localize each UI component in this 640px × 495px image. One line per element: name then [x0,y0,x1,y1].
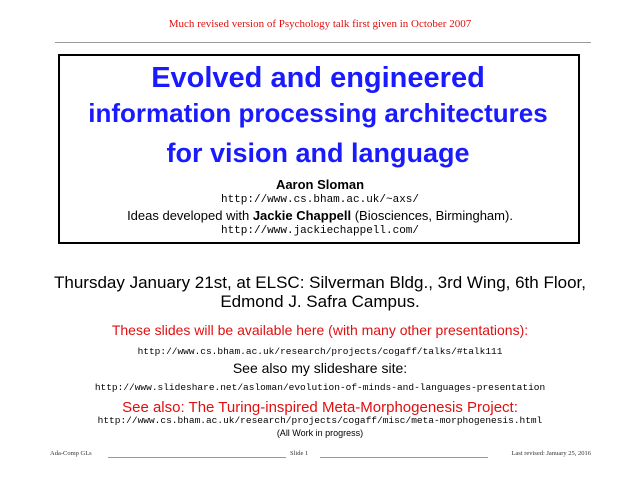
author-url-link[interactable]: http://www.cs.bham.ac.uk/~axs/ [220,194,420,206]
slides-note: These slides will be available here (with many other presentations): [111,322,529,338]
ideas-suffix: (Biosciences, Birmingham). [351,208,513,223]
collaborator-url-link[interactable]: http://www.jackiechappell.com/ [220,225,420,237]
author-name: Aaron Sloman [275,177,365,192]
slides-url-link[interactable]: http://www.cs.bham.ac.uk/research/projects/cogaff/talks/#talk111 [137,346,503,357]
title-line-1: Evolved and engineered [151,62,485,94]
see-also-label: See also my slideshare site: [232,360,408,376]
slide-number: Slide 1 [290,450,309,457]
footer-rule-left [108,457,286,458]
revision-note: Much revised version of Psychology talk first given in October 2007 [168,18,472,30]
collaborator-name: Jackie Chappell [252,208,352,223]
last-revised-label: Last revised: January 25, 2016 [511,450,591,457]
footer-rule-right [320,457,488,458]
event-line-1: Thursday January 21st, at ELSC: Silverman Bldg., 3rd Wing, 6th Floor, [54,273,586,292]
event-line-2: Edmond J. Safra Campus. [220,292,420,311]
meta-morphogenesis-heading: See also: The Turing-inspired Meta-Morphogenesis Project: [122,399,518,416]
work-in-progress-note: (All Work in progress) [276,428,364,438]
slideshare-url-link[interactable]: http://www.slideshare.net/asloman/evolution-of-minds-and-languages-presentation [94,382,546,393]
top-divider [55,42,591,43]
meta-morphogenesis-url-link[interactable]: http://www.cs.bham.ac.uk/research/projects/cogaff/misc/meta-morphogenesis.html [97,415,543,426]
ideas-credit [0,208,640,223]
title-line-2: information processing architectures [88,98,548,128]
footer-left-label: Ada-Comp GLs [50,450,92,457]
ideas-prefix: Ideas developed with [127,208,253,223]
title-line-3: for vision and language [166,138,470,168]
slide-footer [50,450,591,462]
